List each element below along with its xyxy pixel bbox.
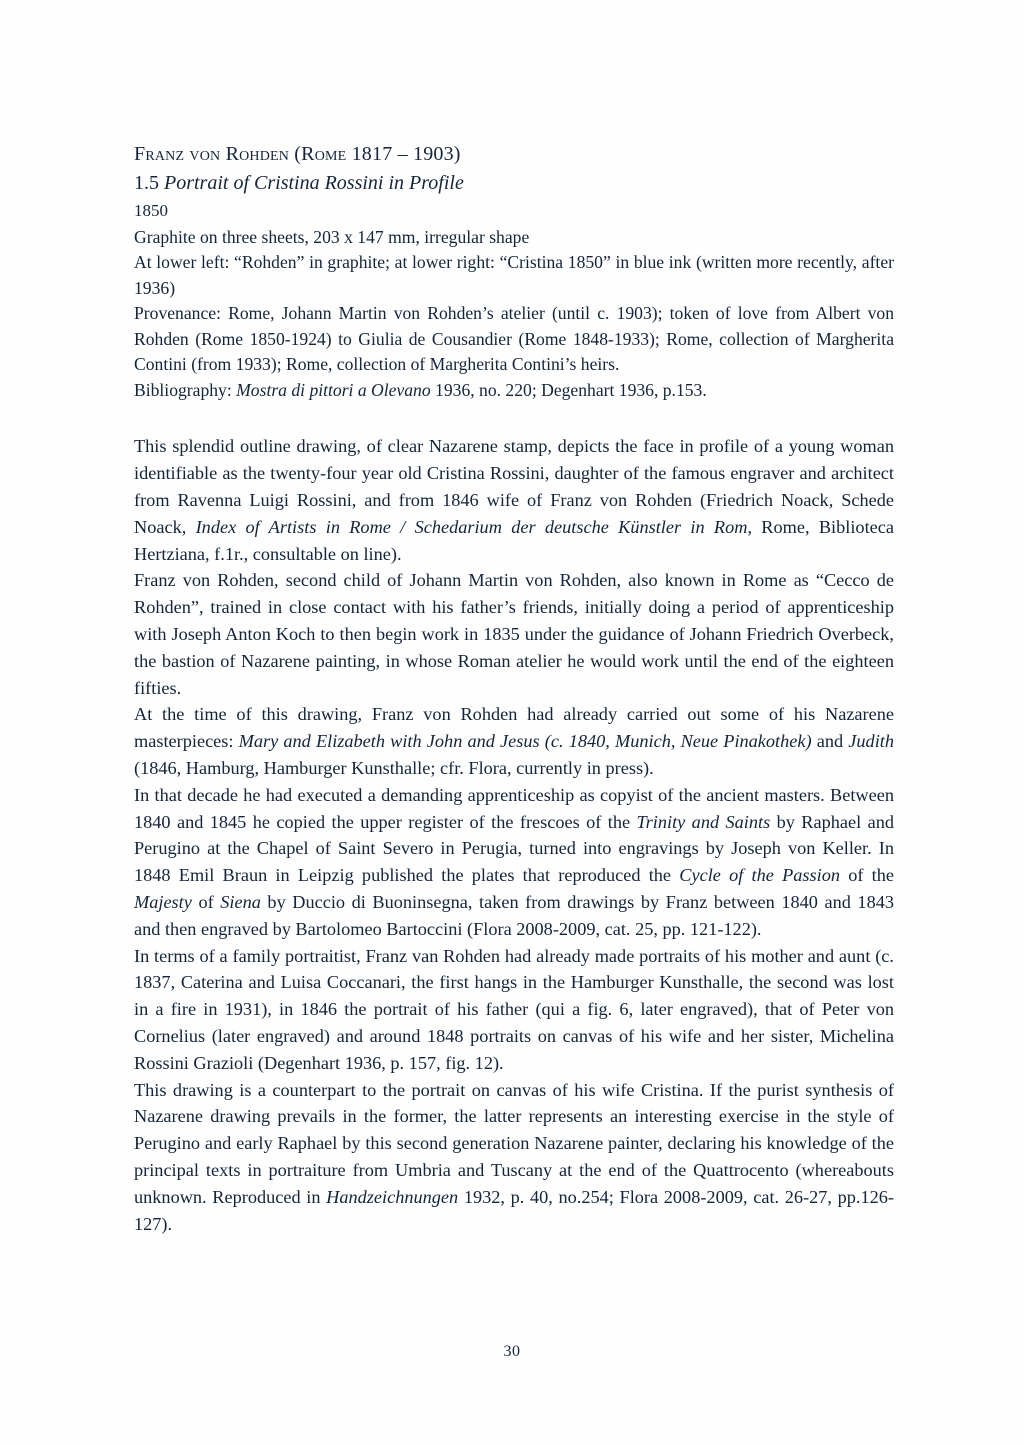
paragraph-3-italic-1: Mary and Elizabeth with John and Jesus (c. 1840, Munich, Neue Pinakothek): [238, 731, 812, 752]
entry-heading: [134, 140, 894, 223]
paragraph-3-part-c: (1846, Hamburg, Hamburger Kunsthalle; cfr. Flora, currently in press).: [134, 757, 654, 778]
paragraph-4-part-c: of the: [840, 865, 894, 886]
paragraph-4-italic-3: Majesty: [134, 891, 192, 912]
paragraph-3-part-b: and: [811, 731, 849, 752]
inscriptions-line: At lower left: “Rohden” in graphite; at lower right: “Cristina 1850” in blue ink (written more recently, after 1936): [134, 252, 894, 298]
paragraph-1-part-b: , Rome, Biblioteca Hertziana, f.1r., consultable on line).: [134, 516, 894, 564]
paragraph-4-italic-4: Siena: [220, 891, 261, 912]
paragraph-4-part-e: by Duccio di Buoninsegna, taken from drawings by Franz between 1840 and 1843 and then engraved by Bartolomeo Bartoccini (Flora 2008-2009, cat. 25, pp. 121-122).: [134, 891, 894, 939]
catalog-number: 1.5: [134, 172, 159, 195]
work-date: 1850: [134, 200, 168, 220]
paragraph-4-italic-1: Trinity and Saints: [636, 811, 771, 832]
paragraph-6-part-b: 1932, p. 40, no.254; Flora 2008-2009, cat. 26-27, pp.126-127).: [134, 1186, 895, 1234]
paragraph-3-part-a: At the time of this drawing, Franz von Rohden had already carried out some of his Nazarene masterpieces:: [134, 704, 894, 752]
paragraph-3-italic-2: Judith: [848, 731, 894, 752]
work-title: Portrait of Cristina Rossini in Profile: [164, 172, 464, 195]
bibliography-title: Mostra di pittori a Olevano: [236, 379, 431, 400]
paragraph-1-italic-title: Index of Artists in Rome / Schedarium der deutsche Künstler in Rom: [195, 516, 748, 537]
paragraph-4: [134, 782, 894, 943]
page-content: [134, 140, 894, 1237]
paragraph-1-part-a: This splendid outline drawing, of clear Nazarene stamp, depicts the face in profile of a young woman identifiable as the twenty-four year old Cristina Rossini, daughter of the famous engraver and architect from Ravenna Luigi Rossini, and from 1846 wife of Franz von Rohden (Friedrich Noack, Schede Noack,: [134, 436, 894, 537]
paragraph-4-part-a: In that decade he had executed a demanding apprenticeship as copyist of the ancient masters. Between 1840 and 1845 he copied the upper register of the frescoes of the: [134, 784, 894, 832]
work-metadata: [134, 225, 894, 404]
bibliography-label: Bibliography:: [134, 379, 237, 400]
paragraph-4-italic-2: Cycle of the Passion: [679, 865, 840, 886]
provenance-line: Provenance: Rome, Johann Martin von Rohden’s atelier (until c. 1903); token of love from Albert von Rohden (Rome 1850-1924) to Giulia de Cousandier (Rome 1848-1933); Rome, collection of Margherita Contini (from 1933); Rome, collection of Margherita Contini’s heirs.: [134, 303, 894, 375]
work-title-line: [134, 169, 894, 197]
paragraph-4-part-b: by Raphael and Perugino at the Chapel of Saint Severo in Perugia, turned into engravings by Joseph von Keller. In 1848 Emil Braun in Leipzig published the plates that reproduced the: [134, 811, 894, 886]
bibliography-line: [134, 378, 894, 404]
paragraph-3: [134, 701, 894, 781]
paragraph-6: [134, 1077, 894, 1238]
paragraph-1: [134, 433, 894, 567]
entry-body: [134, 433, 894, 1237]
bibliography-rest: 1936, no. 220; Degenhart 1936, p.153.: [430, 379, 707, 400]
page-number: 30: [503, 1343, 521, 1360]
paragraph-4-part-d: of: [191, 891, 221, 912]
paragraph-2: Franz von Rohden, second child of Johann Martin von Rohden, also known in Rome as “Cecco de Rohden”, trained in close contact with his father’s friends, initially doing a period of apprenticeship with Joseph Anton Koch to then begin work in 1835 under the guidance of Johann Friedrich Overbeck, the bastion of Nazarene painting, in whose Roman atelier he would work until the end of the eighteen fifties.: [134, 570, 894, 698]
paragraph-6-italic: Handzeichnungen: [326, 1186, 459, 1207]
technique-line: Graphite on three sheets, 203 x 147 mm, irregular shape: [134, 226, 530, 247]
paragraph-6-part-a: This drawing is a counterpart to the portrait on canvas of his wife Cristina. If the purist synthesis of Nazarene drawing prevails in the former, the latter represents an interesting exercise in the style of Perugino and early Raphael by this second generation Nazarene painter, declaring his knowledge of the principal texts in portraiture from Umbria and Tuscany at the end of the Quattrocento (whereabouts unknown. Reproduced in: [134, 1079, 894, 1207]
artist-heading: Franz von Rohden (Rome 1817 – 1903): [134, 143, 461, 165]
paragraph-5: In terms of a family portraitist, Franz van Rohden had already made portraits of his mother and aunt (c. 1837, Caterina and Luisa Coccanari, the first hangs in the Hamburger Kunsthalle, the second was lost in a fire in 1931), in 1846 the portrait of his father (qui a fig. 6, later engraved), that of Peter von Cornelius (later engraved) and around 1848 portraits on canvas of his wife and her sister, Michelina Rossini Grazioli (Degenhart 1936, p. 157, fig. 12).: [134, 945, 894, 1073]
